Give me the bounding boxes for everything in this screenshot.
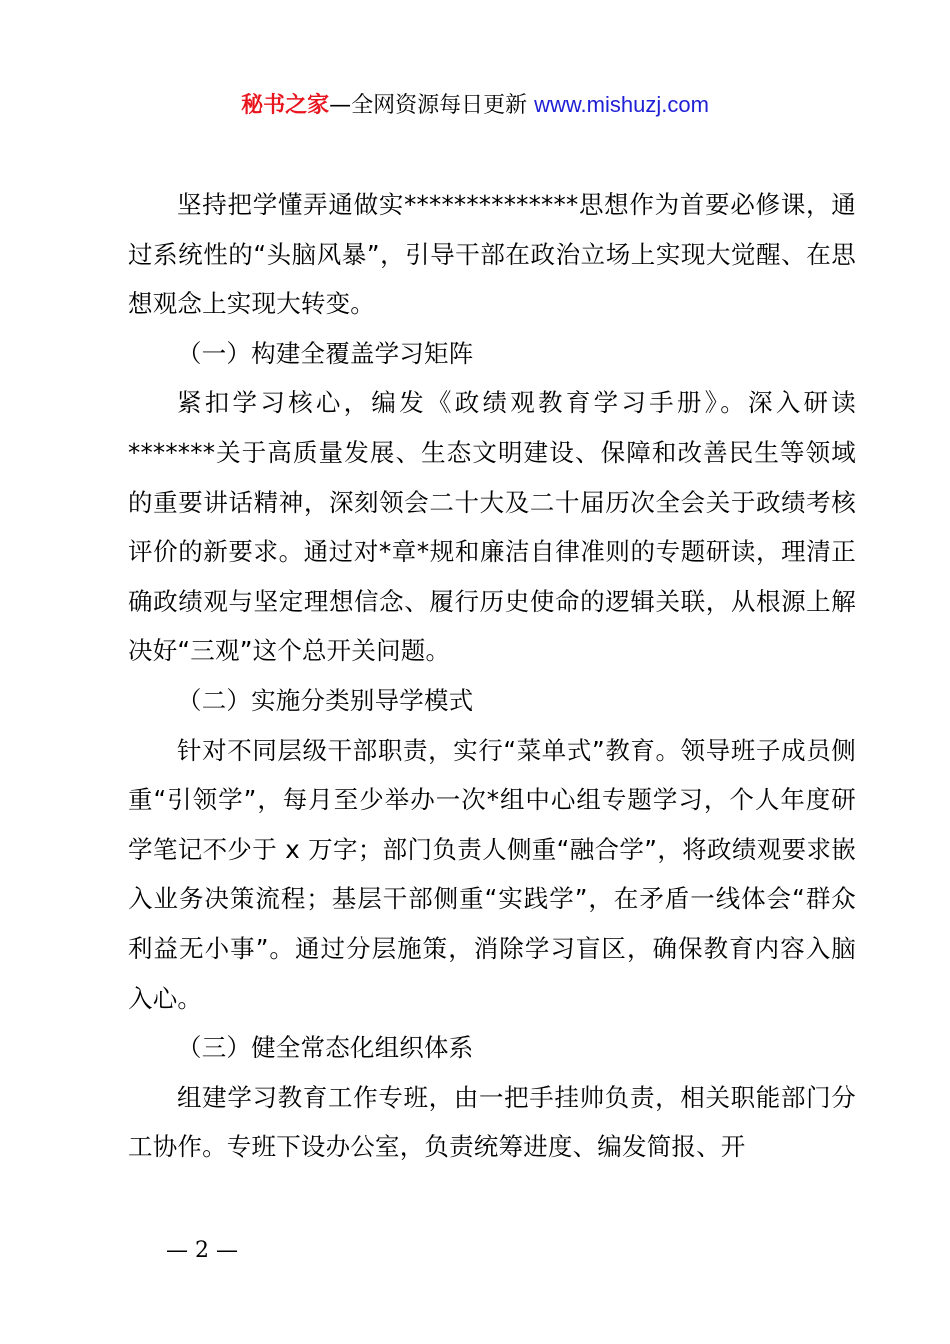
page-number: — 2 — [166, 1238, 238, 1263]
intro-paragraph: 坚持把学懂弄通做实**************思想作为首要必修课，通过系统性的“头脑风暴”，引导干部在政治立场上实现大觉醒、在思想观念上实现大转变。 [128, 190, 856, 319]
header-url[interactable]: www.mishuzj.com [534, 92, 709, 117]
section-paragraph-3: 组建学习教育工作专班，由一把手挂帅负责，相关职能部门分工协作。专班下设办公室，负责统筹进度、编发简报、开 [128, 1082, 856, 1162]
section-heading-2: （二）实施分类别导学模式 [177, 685, 474, 715]
header-tagline: —全网资源每日更新 [329, 93, 535, 118]
section-paragraph-1: 紧扣学习核心，编发《政绩观教育学习手册》。深入研读*******关于高质量发展、生态文明建设、保障和改善民生等领域的重要讲话精神，深刻领会二十大及二十届历次全会关于政绩考核评价的新要求。通过对*章*规和廉洁自律准则的专题研读，理清正确政绩观与坚定理想信念、履行历史使命的逻辑关联，从根源上解决好“三观”这个总开关问题。 [128, 388, 856, 666]
section-paragraph-2: 针对不同层级干部职责，实行“菜单式”教育。领导班子成员侧重“引领学”，每月至少举办一次*组中心组专题学习，个人年度研学笔记不少于 x 万字；部门负责人侧重“融合学”，将政绩观要求嵌入业务决策流程；基层干部侧重“实践学”，在矛盾一线体会“群众利益无小事”。通过分层施策，消除学习盲区，确保教育内容入脑入心。 [128, 735, 856, 1013]
page-header [0, 88, 950, 123]
section-heading-1: （一）构建全覆盖学习矩阵 [177, 338, 474, 368]
section-heading-3: （三）健全常态化组织体系 [177, 1033, 474, 1063]
brand-name: 秘书之家 [241, 93, 330, 118]
document-body [128, 180, 856, 1172]
